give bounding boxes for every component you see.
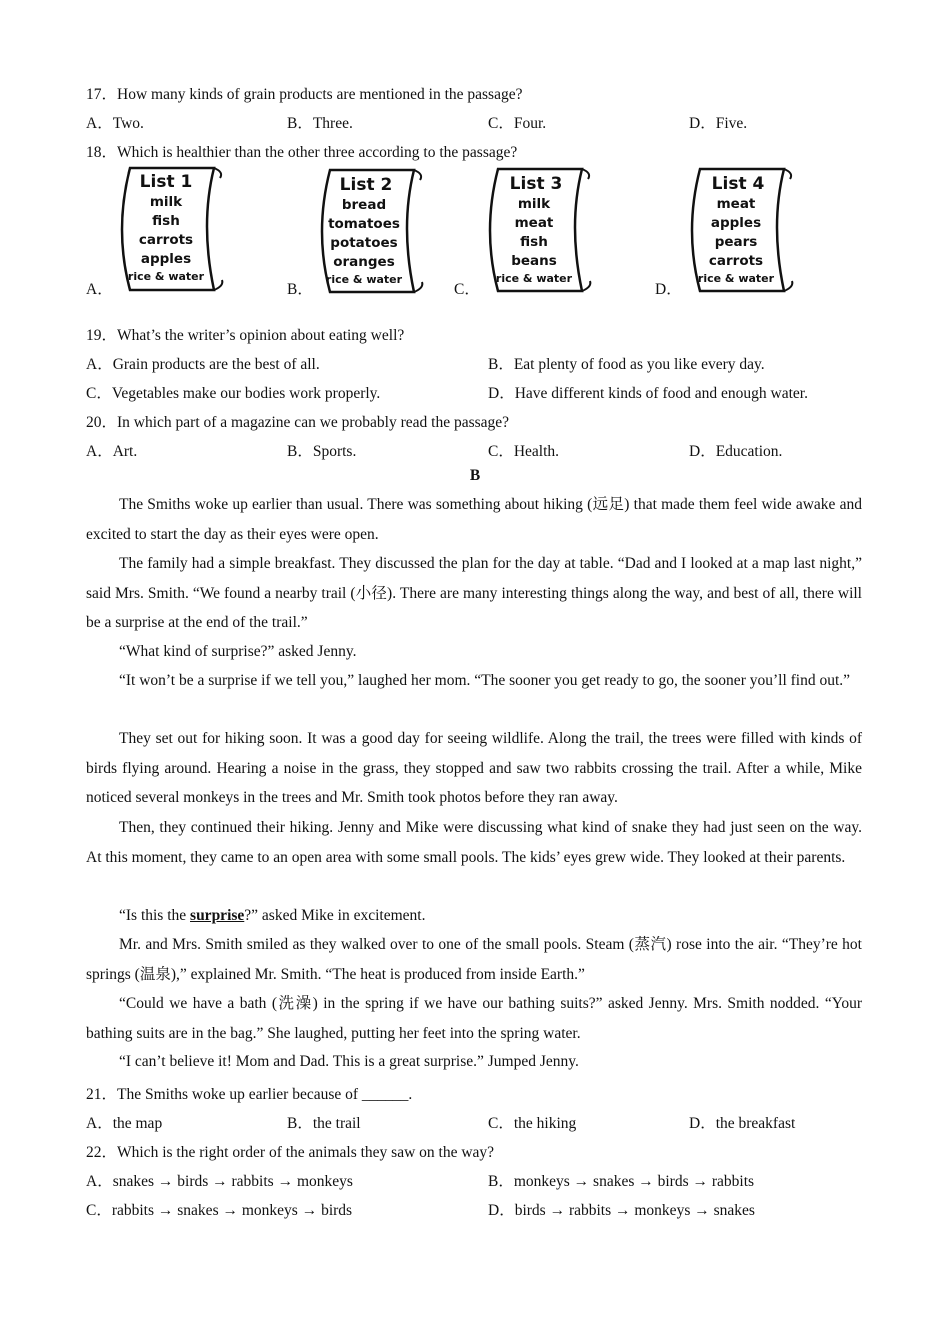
list-2-item: rice & water (325, 273, 403, 286)
q20-option-b[interactable]: B．Sports. (287, 443, 357, 460)
list-1-item: apples (140, 251, 192, 267)
scroll-3-drawing (478, 165, 594, 295)
q18-option-b-letter[interactable]: B． (287, 281, 313, 298)
passage-paragraph-7 (86, 901, 862, 931)
q19-option-b[interactable]: B．Eat plenty of food as you like every day. (488, 356, 765, 373)
section-title: B (469, 467, 481, 484)
q18-option-d-letter[interactable]: D． (655, 281, 682, 298)
list-3-title: List 3 (509, 174, 563, 194)
passage-paragraph-2: The family had a simple breakfast. They discussed the plan for the day at table. “Dad and I looked at a map last night,” said Mrs. Smith. “We found a nearby trail (小径). There are many interesting things along the way, and best of all, there will be a surprise at the end of the trail.” (86, 555, 862, 631)
list-2-item: bread (341, 197, 387, 213)
q21-option-b[interactable]: B．the trail (287, 1115, 361, 1132)
passage-paragraph-6: Then, they continued their hiking. Jenny and Mike were discussing what kind of snake they had just seen on the way. At this moment, they came to an open area with some small pools. The kids’ eyes grew wide. They looked at their parents. (86, 819, 862, 866)
passage-paragraph-3: “What kind of surprise?” asked Jenny. (119, 643, 357, 660)
list-3-item: fish (520, 234, 548, 250)
list-1-item: rice & water (127, 270, 205, 283)
list-4-item: rice & water (697, 272, 775, 285)
q21-option-d[interactable]: D．the breakfast (689, 1115, 796, 1132)
q22-stem: 22．Which is the right order of the animals they saw on the way? (86, 1144, 495, 1161)
passage-paragraph-8: Mr. and Mrs. Smith smiled as they walked over to one of the small pools. Steam (蒸汽) rose into the air. “They’re hot springs (温泉),” explained Mr. Smith. “The heat is produced from inside Earth.” (86, 936, 862, 983)
list-1-item: milk (149, 194, 183, 210)
q18-option-c-letter[interactable]: C． (454, 281, 480, 298)
q22-option-b[interactable]: B．monkeys → snakes → birds → rabbits (488, 1173, 755, 1190)
q20-option-c[interactable]: C．Health. (488, 443, 560, 460)
q19-options-row-1 (86, 352, 860, 374)
list-1-item: fish (152, 213, 180, 229)
q22-options-row-2 (86, 1198, 860, 1220)
q17-option-c[interactable]: C．Four. (488, 115, 547, 132)
q21-option-a[interactable]: A．the map (86, 1115, 163, 1132)
p7-text-after: ?” asked Mike in excitement. (244, 907, 426, 924)
q17-stem: 17．How many kinds of grain products are mentioned in the passage? (86, 86, 523, 103)
q22-option-c[interactable]: C．rabbits → snakes → monkeys → birds (86, 1202, 353, 1219)
list-4-scroll (680, 165, 796, 295)
passage-paragraph-10: “I can’t believe it! Mom and Dad. This is a great surprise.” Jumped Jenny. (119, 1053, 579, 1070)
q20-options (86, 439, 860, 461)
q19-option-d[interactable]: D．Have different kinds of food and enough water. (488, 385, 808, 402)
q17-option-a[interactable]: A．Two. (86, 115, 144, 132)
list-2-title: List 2 (339, 175, 393, 195)
underlined-word-surprise: surprise (190, 907, 245, 924)
list-3-item: meat (514, 215, 554, 231)
q22-option-a[interactable]: A．snakes → birds → rabbits → monkeys (86, 1173, 353, 1190)
q20-stem: 20．In which part of a magazine can we probably read the passage? (86, 414, 510, 431)
scroll-1-drawing (110, 164, 226, 294)
list-2-item: oranges (333, 254, 395, 270)
list-3-scroll (478, 165, 594, 295)
list-1-item: carrots (138, 232, 194, 248)
q19-option-c[interactable]: C．Vegetables make our bodies work properly. (86, 385, 381, 402)
q17-option-d[interactable]: D．Five. (689, 115, 748, 132)
p7-text-before: “Is this the (119, 907, 191, 924)
q21-option-c[interactable]: C．the hiking (488, 1115, 577, 1132)
q17-option-b[interactable]: B．Three. (287, 115, 353, 132)
q22-option-d[interactable]: D．birds → rabbits → monkeys → snakes (488, 1202, 755, 1219)
passage-paragraph-5: They set out for hiking soon. It was a good day for seeing wildlife. Along the trail, the trees were filled with kinds of birds flying around. Hearing a noise in the grass, they stopped and saw two rabbits crossing the trail. After a while, Mike noticed several monkeys in the trees and Mr. Smith took photos before they ran away. (86, 730, 862, 806)
q19-stem: 19．What’s the writer’s opinion about eating well? (86, 327, 405, 344)
list-3-item: milk (517, 196, 551, 212)
q20-option-a[interactable]: A．Art. (86, 443, 138, 460)
q21-stem: 21．The Smiths woke up earlier because of ______. (86, 1086, 413, 1103)
passage-paragraph-9: “Could we have a bath (洗澡) in the spring if we have our bathing suits?” asked Jenny. Mrs. Smith nodded. “Your bathing suits are in the bag.” She laughed, putting her feet into the spring water. (86, 995, 862, 1042)
scroll-4-drawing (680, 165, 796, 295)
list-1-title: List 1 (139, 172, 193, 192)
q18-stem: 18．Which is healthier than the other three according to the passage? (86, 144, 518, 161)
q19-option-a[interactable]: A．Grain products are the best of all. (86, 356, 320, 373)
list-4-item: pears (714, 234, 758, 250)
q18-option-a-letter[interactable]: A． (86, 281, 113, 298)
list-3-item: rice & water (495, 272, 573, 285)
passage-paragraph-1: The Smiths woke up earlier than usual. There was something about hiking (远足) that made them feel wide awake and excited to start the day as their eyes were open. (86, 496, 862, 543)
q21-options (86, 1111, 860, 1133)
list-4-item: meat (716, 196, 756, 212)
list-4-item: apples (710, 215, 762, 231)
list-2-item: potatoes (330, 235, 398, 251)
passage-paragraph-4: “It won’t be a surprise if we tell you,” laughed her mom. “The sooner you get ready to go, the sooner you’ll find out.” (119, 672, 851, 689)
list-1-scroll (110, 164, 226, 294)
list-2-scroll (310, 166, 426, 296)
q19-options-row-2 (86, 381, 860, 403)
list-4-item: carrots (708, 253, 764, 269)
q22-options-row-1 (86, 1169, 860, 1191)
list-4-title: List 4 (711, 174, 765, 194)
list-2-item: tomatoes (328, 216, 400, 232)
q20-option-d[interactable]: D．Education. (689, 443, 783, 460)
q17-options (86, 111, 860, 133)
scroll-2-drawing (310, 166, 426, 296)
list-3-item: beans (511, 253, 557, 269)
